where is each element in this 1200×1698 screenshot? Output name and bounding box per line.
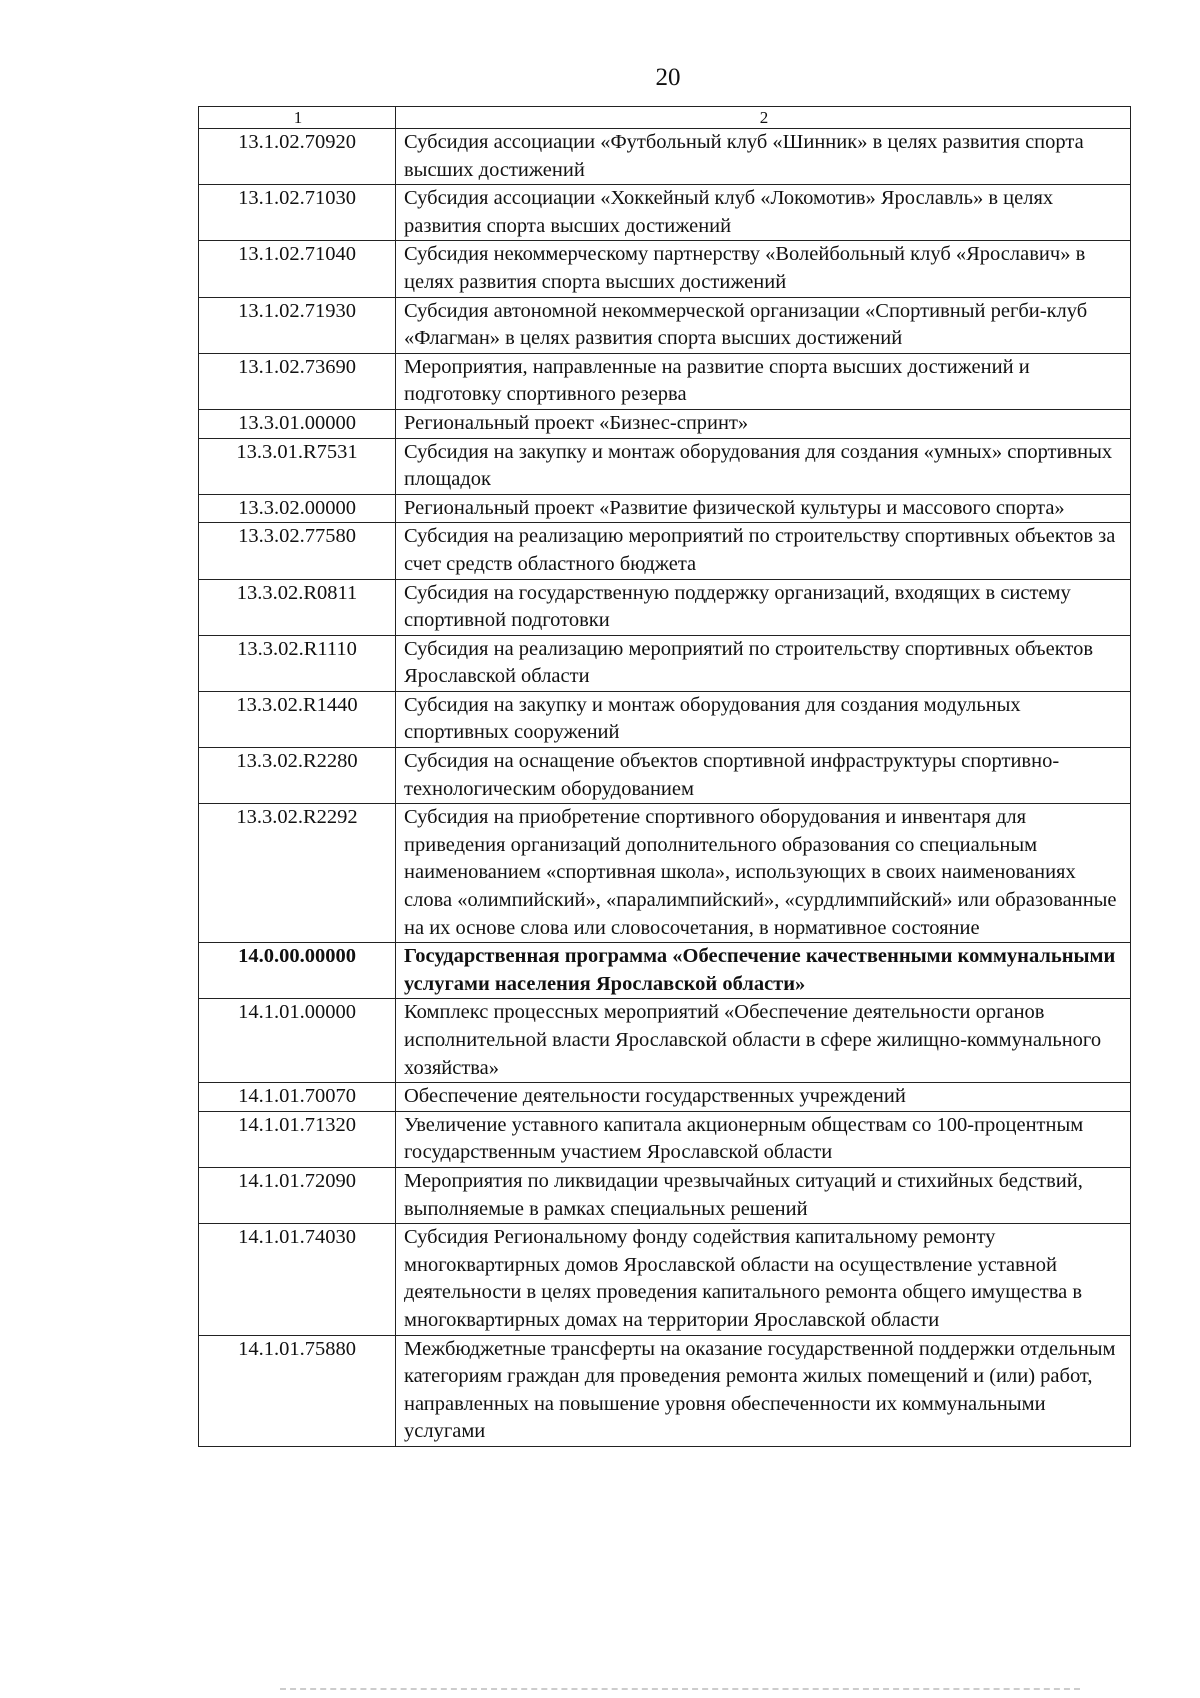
table-row — [199, 523, 1131, 579]
row-description-cell: Субсидия на оснащение объектов спортивной инфраструктуры спортивно-технологическим оборудованием — [396, 748, 1131, 804]
row-code-cell: 14.1.01.72090 — [199, 1167, 396, 1223]
row-description-cell: Обеспечение деятельности государственных учреждений — [396, 1083, 1131, 1112]
row-code-cell: 13.3.01.00000 — [199, 409, 396, 438]
table-row — [199, 1111, 1131, 1167]
row-code-cell: 14.1.01.71320 — [199, 1111, 396, 1167]
table-row — [199, 1167, 1131, 1223]
row-code-cell: 13.1.02.71040 — [199, 241, 396, 297]
row-code-cell: 13.3.02.R1110 — [199, 635, 396, 691]
table-row — [199, 185, 1131, 241]
row-description-cell: Государственная программа «Обеспечение качественными коммунальными услугами населения Ярославской области» — [396, 943, 1131, 999]
row-code-cell: 14.1.01.75880 — [199, 1335, 396, 1446]
row-description-cell: Субсидия на закупку и монтаж оборудования для создания «умных» спортивных площадок — [396, 438, 1131, 494]
row-description-cell: Мероприятия по ликвидации чрезвычайных ситуаций и стихийных бедствий, выполняемые в рамках специальных решений — [396, 1167, 1131, 1223]
row-description-cell: Субсидия Региональному фонду содействия капитальному ремонту многоквартирных домов Ярославской области на осуществление уставной деятельности в целях проведения капитального ремонта общего имущества в многоквартирных домах на территории Ярославской области — [396, 1224, 1131, 1335]
row-description-cell: Региональный проект «Бизнес-спринт» — [396, 409, 1131, 438]
table-header-row — [199, 107, 1131, 129]
table-row — [199, 579, 1131, 635]
table-row — [199, 409, 1131, 438]
row-description-cell: Субсидия на закупку и монтаж оборудования для создания модульных спортивных сооружений — [396, 691, 1131, 747]
table-row — [199, 999, 1131, 1083]
budget-classification-table — [198, 106, 1131, 1447]
row-code-cell: 13.1.02.70920 — [199, 129, 396, 185]
row-code-cell: 13.3.01.R7531 — [199, 438, 396, 494]
row-code-cell: 13.3.02.R0811 — [199, 579, 396, 635]
row-code-cell: 14.1.01.00000 — [199, 999, 396, 1083]
table-row — [199, 353, 1131, 409]
table-row — [199, 297, 1131, 353]
table-row — [199, 635, 1131, 691]
row-description-cell: Комплекс процессных мероприятий «Обеспечение деятельности органов исполнительной власти Ярославской области в сфере жилищно-коммунального хозяйства» — [396, 999, 1131, 1083]
row-description-cell: Субсидия ассоциации «Хоккейный клуб «Локомотив» Ярославль» в целях развития спорта высших достижений — [396, 185, 1131, 241]
table-row — [199, 129, 1131, 185]
row-description-cell: Увеличение уставного капитала акционерным обществам со 100-процентным государственным участием Ярославской области — [396, 1111, 1131, 1167]
table-row — [199, 1335, 1131, 1446]
table-row — [199, 691, 1131, 747]
row-description-cell: Субсидия некоммерческому партнерству «Волейбольный клуб «Ярославич» в целях развития спорта высших достижений — [396, 241, 1131, 297]
row-code-cell: 14.0.00.00000 — [199, 943, 396, 999]
row-description-cell: Субсидия на реализацию мероприятий по строительству спортивных объектов Ярославской области — [396, 635, 1131, 691]
row-code-cell: 13.1.02.71930 — [199, 297, 396, 353]
table-row — [199, 1224, 1131, 1335]
row-code-cell: 13.3.02.77580 — [199, 523, 396, 579]
row-code-cell: 13.3.02.00000 — [199, 494, 396, 523]
row-description-cell: Межбюджетные трансферты на оказание государственной поддержки отдельным категориям граждан для проведения ремонта жилых помещений и (или) работ, направленных на повышение уровня обеспеченности их коммунальными услугами — [396, 1335, 1131, 1446]
table-row — [199, 438, 1131, 494]
row-description-cell: Субсидия автономной некоммерческой организации «Спортивный регби-клуб «Флагман» в целях развития спорта высших достижений — [396, 297, 1131, 353]
row-code-cell: 13.1.02.71030 — [199, 185, 396, 241]
row-code-cell: 13.3.02.R2280 — [199, 748, 396, 804]
row-description-cell: Субсидия на реализацию мероприятий по строительству спортивных объектов за счет средств областного бюджета — [396, 523, 1131, 579]
row-description-cell: Мероприятия, направленные на развитие спорта высших достижений и подготовку спортивного резерва — [396, 353, 1131, 409]
row-description-cell: Субсидия ассоциации «Футбольный клуб «Шинник» в целях развития спорта высших достижений — [396, 129, 1131, 185]
column-header-description: 2 — [396, 107, 1131, 129]
row-description-cell: Субсидия на приобретение спортивного оборудования и инвентаря для приведения организаций дополнительного образования со специальным наименованием «спортивная школа», использующих в своих наименованиях слова «олимпийский», «паралимпийский», «сурдлимпийский» или образованные на их основе слова или словосочетания, в нормативное состояние — [396, 804, 1131, 943]
table-row — [199, 241, 1131, 297]
row-description-cell: Субсидия на государственную поддержку организаций, входящих в систему спортивной подготовки — [396, 579, 1131, 635]
row-code-cell: 13.3.02.R2292 — [199, 804, 396, 943]
row-code-cell: 13.1.02.73690 — [199, 353, 396, 409]
table-row — [199, 748, 1131, 804]
row-code-cell: 14.1.01.74030 — [199, 1224, 396, 1335]
page-bottom-scan-marks — [280, 1688, 1080, 1692]
table-row — [199, 943, 1131, 999]
row-code-cell: 13.3.02.R1440 — [199, 691, 396, 747]
column-header-code: 1 — [199, 107, 396, 129]
table-row — [199, 494, 1131, 523]
table-row — [199, 1083, 1131, 1112]
row-code-cell: 14.1.01.70070 — [199, 1083, 396, 1112]
table-row — [199, 804, 1131, 943]
table-body — [199, 129, 1131, 1447]
page-number: 20 — [655, 64, 681, 91]
row-description-cell: Региональный проект «Развитие физической культуры и массового спорта» — [396, 494, 1131, 523]
